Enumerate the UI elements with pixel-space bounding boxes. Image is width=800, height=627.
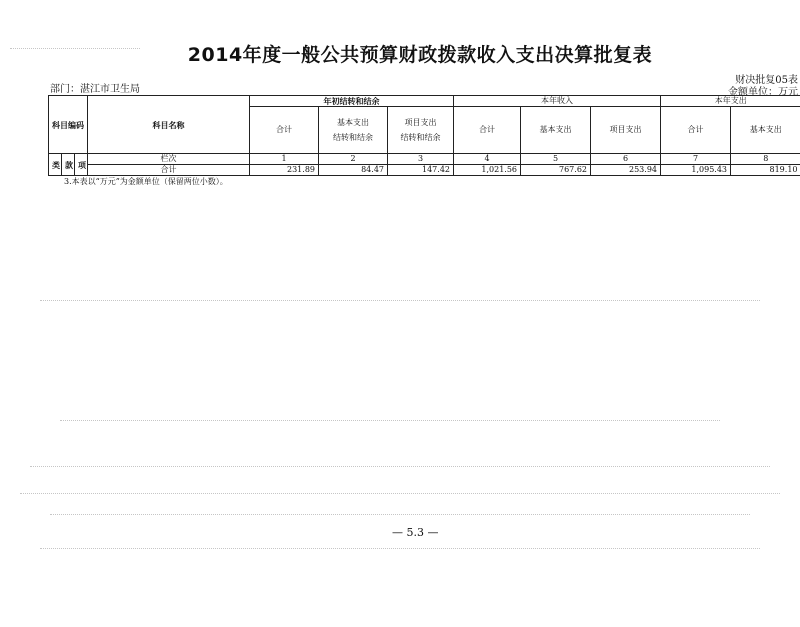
footnote: 3.本表以“万元”为金额单位（保留两位小数）。: [64, 177, 228, 186]
index-cell: 5: [521, 154, 591, 165]
total-cell: 767.62: [521, 165, 591, 176]
col-begin-basic: [319, 107, 388, 154]
index-cell: 4: [454, 154, 521, 165]
header-xiang: 项: [75, 154, 88, 176]
header-subject-name: 科目名称: [88, 96, 250, 154]
page-number: — 5.3 —: [392, 526, 439, 539]
index-cell: 1: [250, 154, 319, 165]
total-cell: 147.42: [388, 165, 454, 176]
scan-noise: [10, 48, 140, 49]
scan-noise: [50, 514, 750, 515]
col-begin-basic-line2: 结转和结余: [333, 133, 373, 142]
page-title: 2014年度一般公共预算财政拨款收入支出决算批复表: [187, 44, 653, 66]
col-expense-basic: 基本支出: [731, 107, 800, 154]
group-header-income: 本年收入: [454, 96, 661, 107]
col-begin-basic-line1: 基本支出: [337, 118, 369, 127]
scan-noise: [30, 466, 770, 467]
header-subject-code: 科目编码: [49, 96, 88, 154]
index-cell: 6: [591, 154, 661, 165]
header-type: 类: [49, 154, 62, 176]
department-label: 部门：湛江市卫生局: [50, 84, 140, 95]
budget-table: [48, 95, 800, 176]
scan-noise: [40, 548, 760, 549]
scan-noise: [20, 493, 780, 494]
col-begin-project-line1: 项目支出: [404, 118, 437, 127]
group-header-begin-balance: 年初结转和结余: [250, 96, 454, 107]
scan-noise: [40, 300, 760, 301]
amount-unit: 金额单位：万元: [728, 87, 798, 98]
col-begin-project: [388, 107, 454, 154]
header-kuan: 款: [62, 154, 75, 176]
index-cell: 3: [388, 154, 454, 165]
total-cell: 253.94: [591, 165, 661, 176]
index-cell: 8: [731, 154, 800, 165]
col-income-total: 合计: [454, 107, 521, 154]
form-code: 财决批复05表: [735, 75, 798, 86]
col-income-basic: 基本支出: [521, 107, 591, 154]
col-begin-project-line2: 结转和结余: [400, 133, 441, 142]
total-cell: 1,095.43: [661, 165, 731, 176]
index-cell: 7: [661, 154, 731, 165]
col-income-project: 项目支出: [591, 107, 661, 154]
index-row-label: 栏次: [88, 154, 250, 165]
total-cell: 819.10: [731, 165, 800, 176]
total-cell: 1,021.56: [454, 165, 521, 176]
group-header-expense: 本年支出: [661, 96, 800, 107]
total-cell: 84.47: [319, 165, 388, 176]
total-row-label: 合计: [88, 165, 250, 176]
index-cell: 2: [319, 154, 388, 165]
col-begin-total: 合计: [250, 107, 319, 154]
scan-noise: [60, 420, 720, 421]
total-cell: 231.89: [250, 165, 319, 176]
col-expense-total: 合计: [661, 107, 731, 154]
